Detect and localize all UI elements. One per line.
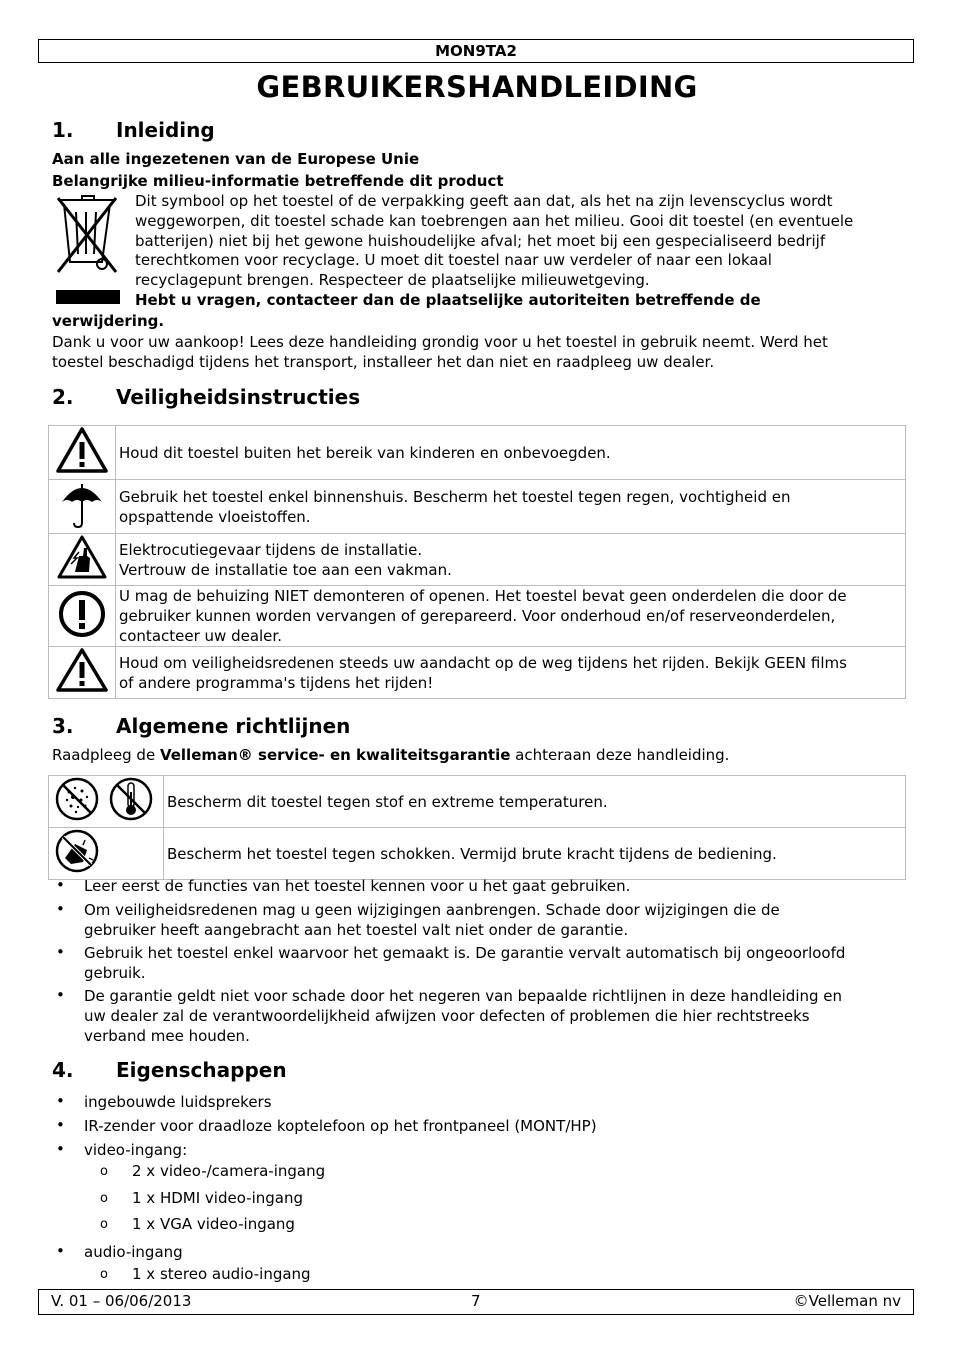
sub-bullet-marker: o bbox=[100, 1164, 108, 1179]
sub-list-item bbox=[52, 1188, 904, 1208]
bullet-marker: • bbox=[56, 943, 65, 961]
guideline-text: Bescherm dit toestel tegen stof en extreme temperaturen. bbox=[164, 776, 906, 828]
feature-text: 1 x HDMI video-ingang bbox=[132, 1189, 303, 1207]
env-text bbox=[135, 192, 910, 291]
weee-bin-icon bbox=[54, 194, 120, 306]
contact-line-2: verwijdering. bbox=[52, 312, 165, 330]
feature-text: IR-zender voor draadloze koptelefoon op het frontpaneel (MONT/HP) bbox=[84, 1117, 597, 1135]
thanks-line-1: Dank u voor uw aankoop! Lees deze handleiding grondig voor u het toestel in gebruik neemt. Werd het bbox=[52, 333, 828, 351]
feature-text: ingebouwde luidsprekers bbox=[84, 1093, 272, 1111]
guarantee-reference: Velleman® service- en kwaliteitsgarantie bbox=[159, 746, 511, 764]
thanks-line-2: toestel beschadigd tijdens het transport, installeer het dan niet en raadpleeg uw dealer. bbox=[52, 353, 715, 371]
text-line: Gebruik het toestel enkel binnenshuis. Bescherm het toestel tegen regen, vochtigheid en bbox=[119, 487, 791, 506]
no-temperature-icon bbox=[111, 779, 151, 819]
sub-bullet-marker: o bbox=[100, 1191, 108, 1206]
text-line: opspattende vloeistoffen. bbox=[119, 507, 311, 526]
env-line: batterijen) niet bij het gewone huishoudelijke afval; het moet bij een gespecialiseerd bedrijf bbox=[135, 231, 826, 250]
env-line: terechtkomen voor recyclage. U moet dit toestel naar uw verdeler of naar een lokaal bbox=[135, 251, 772, 270]
bullet-marker: • bbox=[56, 900, 65, 918]
page-title: GEBRUIKERSHANDLEIDING bbox=[256, 70, 698, 104]
text-line: verband mee houden. bbox=[84, 1027, 250, 1045]
safety-row bbox=[49, 647, 906, 699]
section-number: 2. bbox=[52, 385, 74, 409]
umbrella-icon bbox=[49, 480, 116, 534]
sub-list-item bbox=[52, 1264, 904, 1284]
text-line: Gebruik het toestel enkel waarvoor het gemaakt is. De garantie vervalt automatisch bij ongeoorloofd bbox=[84, 944, 846, 962]
section-title: Veiligheidsinstructies bbox=[116, 385, 361, 409]
list-item bbox=[52, 1116, 904, 1136]
header-model-box bbox=[38, 39, 914, 63]
eu-title: Aan alle ingezetenen van de Europese Unie bbox=[52, 150, 420, 168]
safety-text bbox=[116, 586, 906, 647]
env-line: recyclagepunt brengen. Respecteer de plaatselijke milieuwetgeving. bbox=[135, 271, 650, 290]
section-title: Eigenschappen bbox=[116, 1058, 287, 1082]
text-line: Om veiligheidsredenen mag u geen wijzigingen aanbrengen. Schade door wijzigingen die de bbox=[84, 901, 780, 919]
env-line: weggeworpen, dit toestel schade kan toebrengen aan het milieu. Gooi dit toestel (en eventuele bbox=[135, 211, 854, 230]
intro-text: achteraan deze handleiding. bbox=[510, 746, 730, 764]
safety-text bbox=[116, 534, 906, 586]
safety-row bbox=[49, 586, 906, 647]
list-item bbox=[52, 1140, 904, 1160]
safety-row bbox=[49, 426, 906, 480]
text-line: U mag de behuizing NIET demonteren of openen. Het toestel bevat geen onderdelen die door de bbox=[119, 587, 847, 605]
text-line: gebruiker kunnen worden vervangen of gerepareerd. Voor onderhoud en/of reserveonderdelen, bbox=[119, 607, 836, 625]
guideline-icons bbox=[49, 776, 164, 828]
bullet-marker: • bbox=[56, 876, 65, 894]
safety-row bbox=[49, 480, 906, 534]
section-number: 3. bbox=[52, 714, 74, 738]
env-title: Belangrijke milieu-informatie betreffende dit product bbox=[52, 172, 504, 190]
feature-text: 1 x stereo audio-ingang bbox=[132, 1265, 311, 1283]
feature-text: audio-ingang bbox=[84, 1243, 183, 1261]
safety-row bbox=[49, 534, 906, 586]
section-1-heading bbox=[52, 118, 215, 142]
section-number: 4. bbox=[52, 1058, 74, 1082]
no-dust-icon bbox=[57, 779, 97, 819]
guideline-row bbox=[49, 828, 906, 880]
list-item bbox=[52, 986, 904, 1046]
section-2-heading bbox=[52, 385, 360, 409]
sub-bullet-marker: o bbox=[100, 1267, 108, 1282]
text-line: Vertrouw de installatie toe aan een vakman. bbox=[119, 560, 452, 579]
bullet-marker: • bbox=[56, 1116, 65, 1134]
text-line: gebruik. bbox=[84, 964, 146, 982]
exclamation-circle-icon bbox=[49, 586, 116, 647]
footer-copyright: ©Velleman nv bbox=[793, 1292, 901, 1310]
section-4-heading bbox=[52, 1058, 287, 1082]
feature-text: 1 x VGA video-ingang bbox=[132, 1215, 295, 1233]
intro-text: Raadpleeg de bbox=[52, 746, 160, 764]
list-item bbox=[52, 1092, 904, 1112]
model-name: MON9TA2 bbox=[435, 42, 517, 60]
section-3-heading bbox=[52, 714, 350, 738]
section-title: Inleiding bbox=[116, 118, 215, 142]
sub-list-item bbox=[52, 1161, 904, 1181]
footer-version: V. 01 – 06/06/2013 bbox=[51, 1292, 192, 1310]
warning-triangle-icon bbox=[49, 426, 116, 480]
text-line: of andere programma's tijdens het rijden! bbox=[119, 673, 434, 692]
electrocution-warning-icon bbox=[49, 534, 116, 586]
footer bbox=[38, 1289, 914, 1315]
contact-line-1: Hebt u vragen, contacteer dan de plaatselijke autoriteiten betreffende de bbox=[135, 291, 761, 309]
bullet-marker: • bbox=[56, 986, 65, 1004]
list-item bbox=[52, 876, 904, 896]
sub-list-item bbox=[52, 1214, 904, 1234]
text-line: Houd om veiligheidsredenen steeds uw aandacht op de weg tijdens het rijden. Bekijk GEEN films bbox=[119, 653, 847, 672]
text-line: gebruiker heeft aangebracht aan het toestel valt niet onder de garantie. bbox=[84, 921, 629, 939]
text-line: uw dealer zal de verantwoordelijkheid afwijzen voor defecten of problemen die hier rechtstreeks bbox=[84, 1007, 810, 1025]
safety-text bbox=[116, 647, 906, 699]
warning-triangle-icon bbox=[49, 647, 116, 699]
guidelines-table bbox=[48, 775, 906, 880]
section-number: 1. bbox=[52, 118, 74, 142]
feature-text: 2 x video-/camera-ingang bbox=[132, 1162, 326, 1180]
text-line: Elektrocutiegevaar tijdens de installatie. bbox=[119, 540, 423, 559]
footer-page-number: 7 bbox=[471, 1292, 481, 1310]
section-title: Algemene richtlijnen bbox=[116, 714, 351, 738]
no-shock-icon bbox=[49, 828, 164, 880]
guideline-row bbox=[49, 776, 906, 828]
list-item bbox=[52, 1242, 904, 1262]
list-item bbox=[52, 900, 904, 940]
sub-bullet-marker: o bbox=[100, 1217, 108, 1232]
safety-text bbox=[116, 426, 906, 480]
guarantee-intro bbox=[52, 745, 904, 765]
safety-text bbox=[116, 480, 906, 534]
safety-table bbox=[48, 425, 906, 699]
text-line: Houd dit toestel buiten het bereik van kinderen en onbevoegden. bbox=[119, 443, 611, 462]
bullet-marker: • bbox=[56, 1140, 65, 1158]
bullet-marker: • bbox=[56, 1242, 65, 1260]
bullet-marker: • bbox=[56, 1092, 65, 1110]
list-item bbox=[52, 943, 904, 983]
feature-text: video-ingang: bbox=[84, 1141, 188, 1159]
text-line: contacteer uw dealer. bbox=[119, 627, 282, 645]
text-line: De garantie geldt niet voor schade door het negeren van bepaalde richtlijnen in deze handleiding en bbox=[84, 987, 843, 1005]
env-line: Dit symbool op het toestel of de verpakking geeft aan dat, als het na zijn levenscyclus wordt bbox=[135, 192, 833, 210]
text-line: Leer eerst de functies van het toestel kennen voor u het gaat gebruiken. bbox=[84, 877, 631, 895]
guideline-text: Bescherm het toestel tegen schokken. Vermijd brute kracht tijdens de bediening. bbox=[164, 828, 906, 880]
